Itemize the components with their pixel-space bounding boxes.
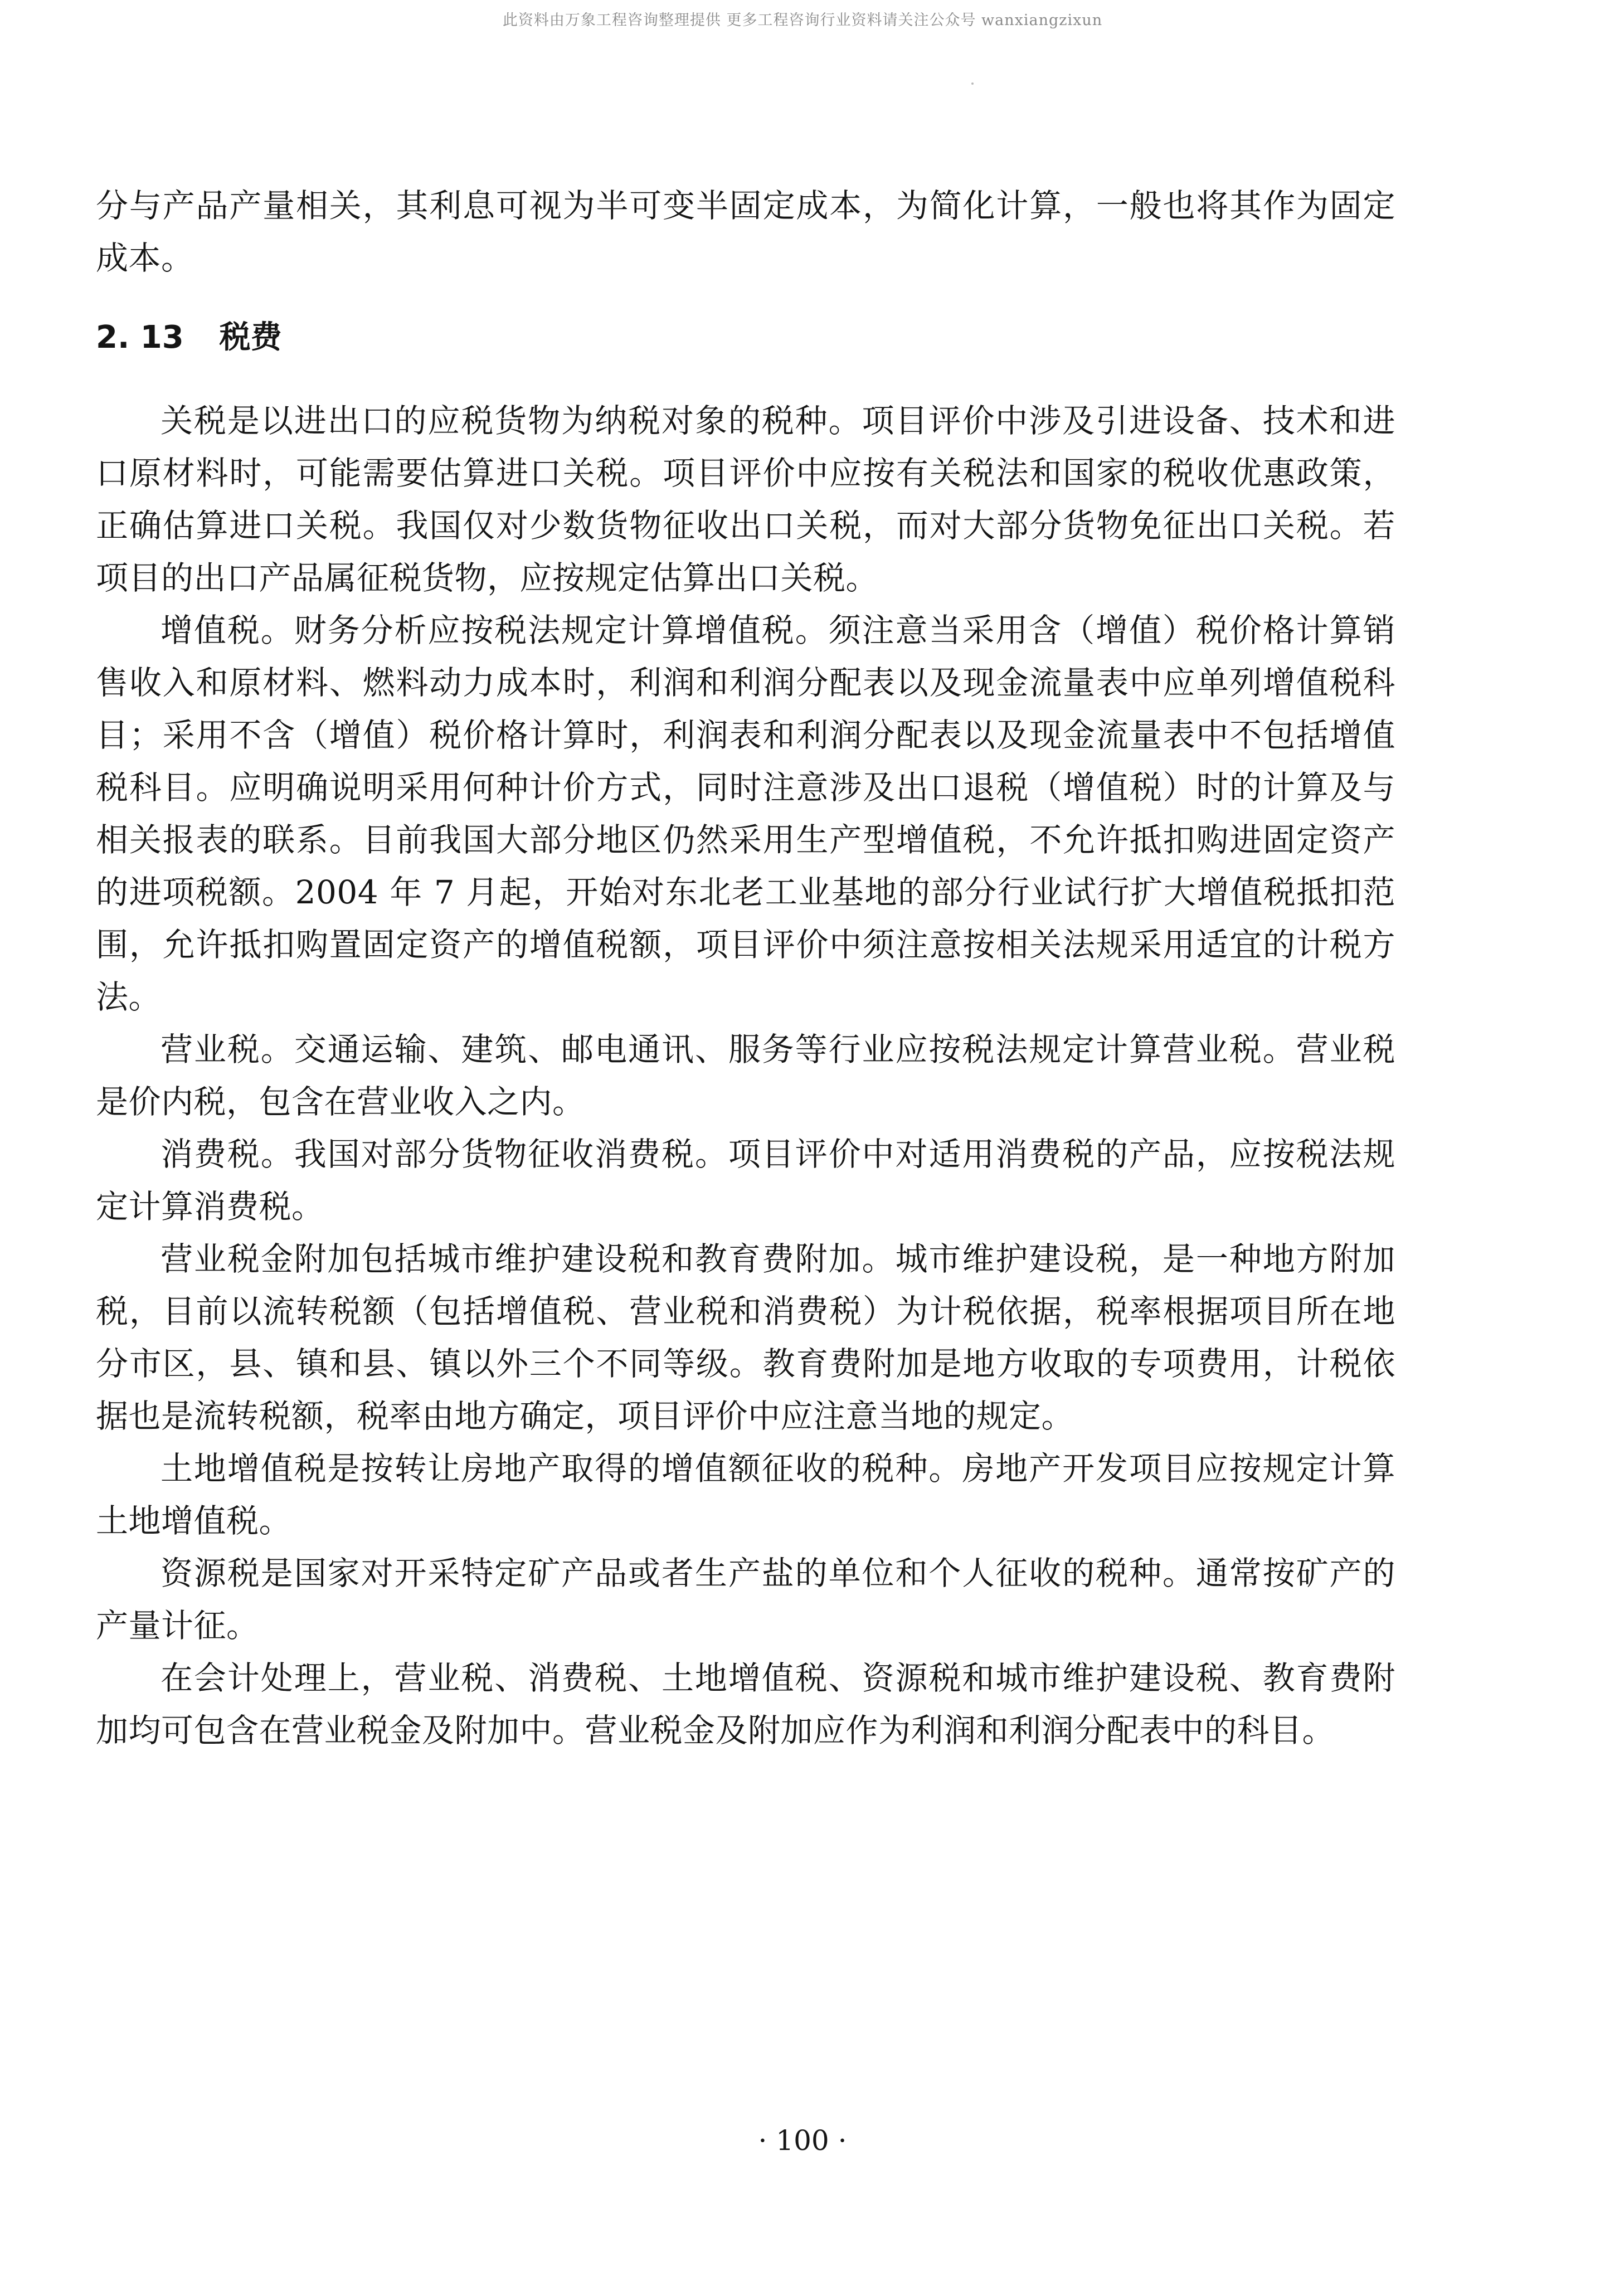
scan-speck xyxy=(971,82,974,85)
paragraph-vat: 增值税。财务分析应按税法规定计算增值税。须注意当采用含（增值）税价格计算销售收入和原材料、燃料动力成本时，利润和利润分配表以及现金流量表中应单列增值税科目；采用不含（增值）税价格计算时，利润表和利润分配表以及现金流量表中不包括增值税科目。应明确说明采用何种计价方式，同时注意涉及出口退税（增值税）时的计算及与相关报表的联系。目前我国大部分地区仍然采用生产型增值税，不允许抵扣购进固定资产的进项税额。2004 年 7 月起，开始对东北老工业基地的部分行业试行扩大增值税抵扣范围，允许抵扣购置固定资产的增值税额，项目评价中须注意按相关法规采用适宜的计税方法。 xyxy=(96,611,1395,1016)
continuation-paragraph: 分与产品产量相关，其利息可视为半可变半固定成本，为简化计算，一般也将其作为固定成本。 xyxy=(96,187,1395,277)
header-watermark: 此资料由万象工程咨询整理提供 更多工程咨询行业资料请关注公众号 wanxiangzixun xyxy=(502,12,1103,29)
section-number: 2. 13 xyxy=(96,319,184,356)
section-heading xyxy=(96,315,1395,360)
page-body xyxy=(96,179,1395,1757)
paragraph-business-tax: 营业税。交通运输、建筑、邮电通讯、服务等行业应按税法规定计算营业税。营业税是价内税，包含在营业收入之内。 xyxy=(96,1030,1395,1121)
paragraph-consumption-tax: 消费税。我国对部分货物征收消费税。项目评价中对适用消费税的产品，应按税法规定计算消费税。 xyxy=(96,1135,1395,1225)
page-number: · 100 · xyxy=(758,2124,847,2157)
paragraph-customs-duty: 关税是以进出口的应税货物为纳税对象的税种。项目评价中涉及引进设备、技术和进口原材料时，可能需要估算进口关税。项目评价中应按有关税法和国家的税收优惠政策，正确估算进口关税。我国仅对少数货物征收出口关税，而对大部分货物免征出口关税。若项目的出口产品属征税货物，应按规定估算出口关税。 xyxy=(96,402,1395,597)
paragraph-resource-tax: 资源税是国家对开采特定矿产品或者生产盐的单位和个人征收的税种。通常按矿产的产量计征。 xyxy=(96,1554,1395,1645)
paragraph-accounting: 在会计处理上，营业税、消费税、土地增值税、资源税和城市维护建设税、教育费附加均可包含在营业税金及附加中。营业税金及附加应作为利润和利润分配表中的科目。 xyxy=(96,1659,1395,1749)
section-title: 税费 xyxy=(219,319,282,356)
paragraph-land-vat: 土地增值税是按转让房地产取得的增值额征收的税种。房地产开发项目应按规定计算土地增值税。 xyxy=(96,1449,1395,1540)
paragraph-surcharges: 营业税金附加包括城市维护建设税和教育费附加。城市维护建设税，是一种地方附加税，目前以流转税额（包括增值税、营业税和消费税）为计税依据，税率根据项目所在地分市区，县、镇和县、镇以外三个不同等级。教育费附加是地方收取的专项费用，计税依据也是流转税额，税率由地方确定，项目评价中应注意当地的规定。 xyxy=(96,1240,1395,1435)
